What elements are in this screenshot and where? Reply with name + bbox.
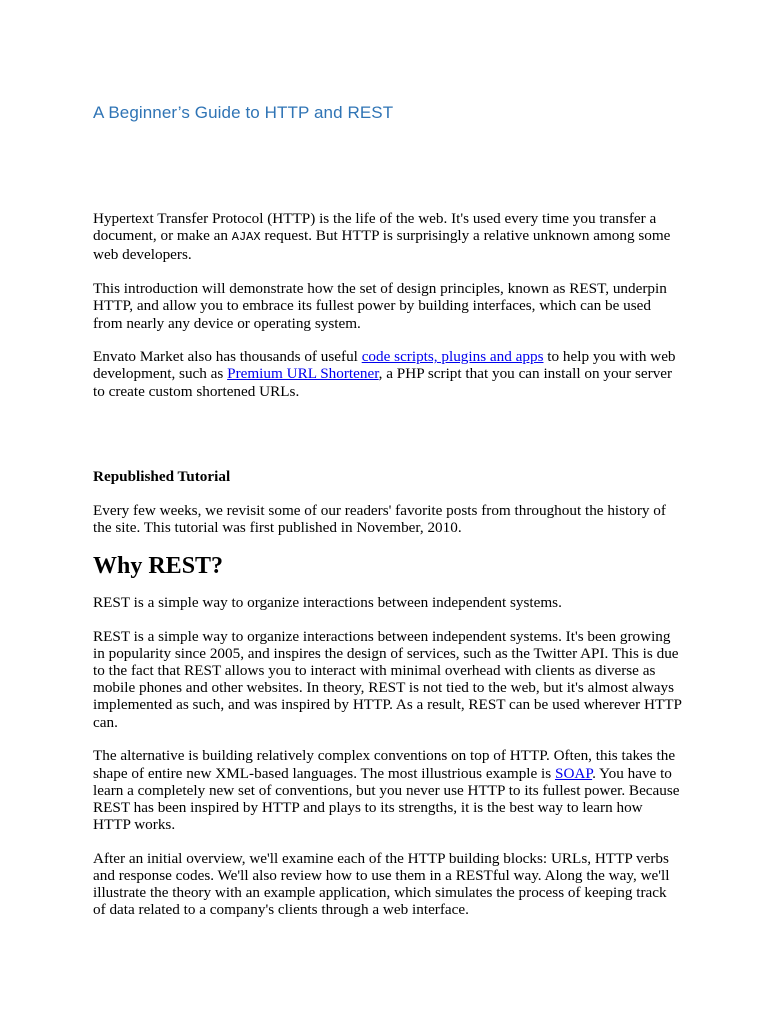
intro-p1-text-start: Hypertext Transfer Protocol (HTTP) is the life of the web. It's used every time you transfer a document, or make an (93, 210, 657, 245)
ajax-code: AJAX (231, 230, 261, 245)
why-rest-paragraph-2: REST is a simple way to organize interactions between independent systems. It's been growing in popularity since 2005, and inspires the design of services, such as the Twitter API. This is due to the fact that REST allows you to interact with minimal overhead with clients as diverse as mobile phones and other websites. In theory, REST is not tied to the web, but it's almost always implemented as such, and was inspired by HTTP. As a result, REST can be used wherever HTTP can. (93, 627, 682, 731)
intro-paragraph-1 (93, 210, 683, 264)
why-rest-heading: Why REST? (93, 552, 224, 579)
intro-paragraph-3 (93, 348, 683, 400)
soap-link[interactable]: SOAP (555, 764, 593, 782)
intro-p3-text-end: , a PHP script that you can install on your server to create custom shortened URLs. (93, 365, 673, 400)
intro-p1-text-end: request. But HTTP is surprisingly a relative unknown among some web developers. (93, 227, 671, 264)
intro-p3-text-middle: to help you with web development, such as (93, 348, 676, 383)
premium-url-shortener-link[interactable]: Premium URL Shortener (227, 365, 379, 383)
intro-p3-text-start: Envato Market also has thousands of useful (93, 348, 362, 366)
why-rest-p3-text-end: . You have to learn a completely new set of conventions, but you never use HTTP to its fullest power. Because REST has been inspired by HTTP and plays to its strengths, it is the best way to learn how HTTP works. (93, 764, 680, 834)
intro-paragraph-2: This introduction will demonstrate how the set of design principles, known as REST, underpin HTTP, and allow you to embrace its fullest power by building interfaces, which can be used from nearly any device or operating system. (93, 280, 667, 332)
why-rest-paragraph-1: REST is a simple way to organize interactions between independent systems. (93, 593, 562, 611)
republished-paragraph: Every few weeks, we revisit some of our readers' favorite posts from throughout the history of the site. This tutorial was first published in November, 2010. (93, 502, 666, 537)
republished-heading: Republished Tutorial (93, 468, 231, 486)
why-rest-paragraph-3 (93, 747, 683, 833)
why-rest-p3-text-start: The alternative is building relatively complex conventions on top of HTTP. Often, this takes the shape of entire new XML-based languages. The most illustrious example is (93, 747, 676, 782)
why-rest-paragraph-4: After an initial overview, we'll examine each of the HTTP building blocks: URLs, HTTP verbs and response codes. We'll also review how to use them in a RESTful way. Along the way, we'll illustrate the theory with an example application, which simulates the process of keeping track of data related to a company's clients through a web interface. (93, 849, 670, 919)
article-body (93, 210, 683, 935)
section-spacer (93, 416, 683, 468)
code-scripts-link[interactable]: code scripts, plugins and apps (361, 348, 544, 366)
document-title: A Beginner’s Guide to HTTP and REST (93, 103, 394, 122)
